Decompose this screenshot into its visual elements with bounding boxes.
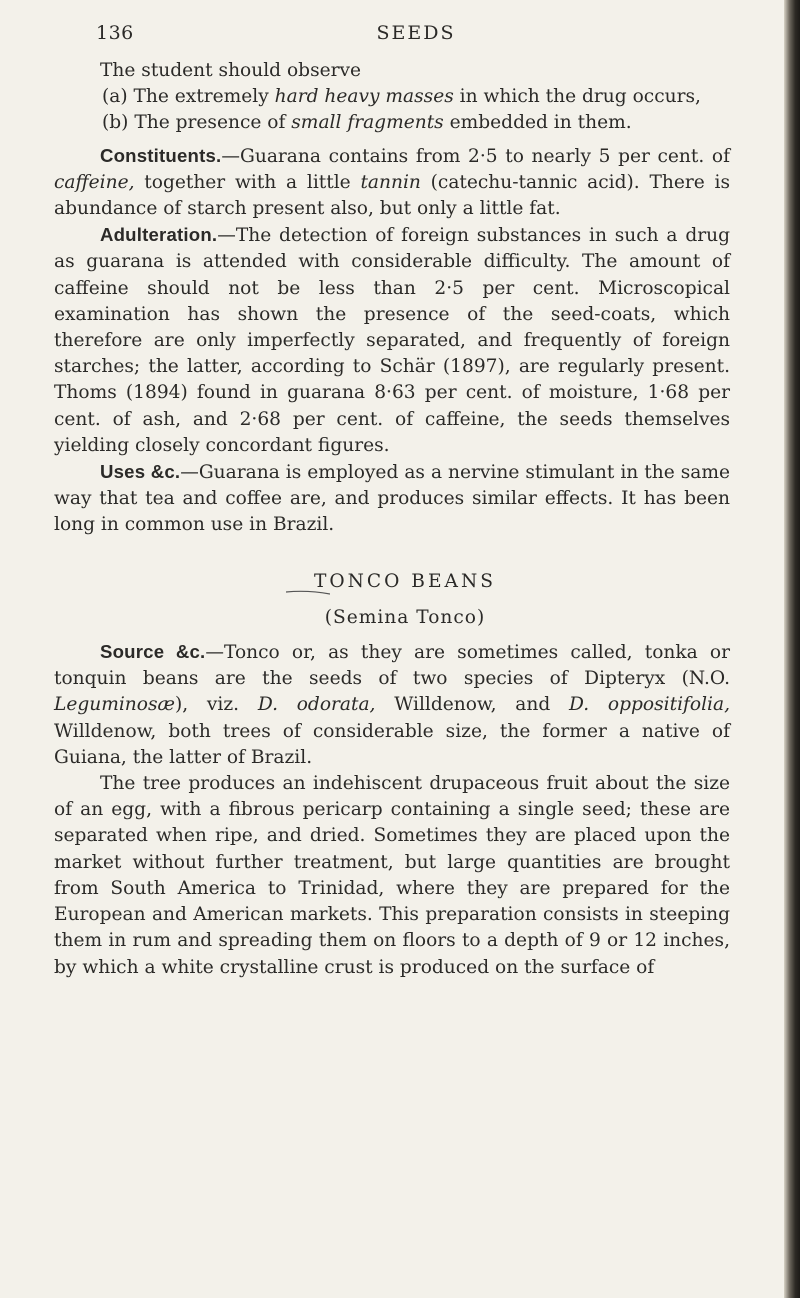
item-a-rest: in which the drug occurs, [453, 86, 701, 108]
tree-paragraph: The tree produces an indehiscent drupaceous fruit about the size of an egg, with a fibrous pericarp containing a single seed; these are separated when ripe, and dried. Sometimes they are placed upon the market without further treatment, but large quantities are brought from South America to Trinidad, where they are prepared for the European and American markets. This preparation consists in steeping them in rum and spreading them on floors to a depth of 9 or 12 inches, by which a white crystalline crust is produced on the surface of [54, 773, 730, 978]
observe-item-a [54, 84, 730, 110]
dash-mark-icon [286, 589, 330, 595]
item-b-emphasis: small fragments [291, 112, 444, 134]
source-oppositifolia: D. oppositifolia, [569, 694, 730, 716]
item-b-rest: embedded in them. [443, 112, 632, 134]
source-text-4: Willdenow, both trees of considerable size, the former a native of Guiana, the latter of Brazil. [54, 720, 730, 768]
constituents-paragraph [54, 143, 730, 223]
adulteration-paragraph [54, 222, 730, 459]
uses-text: —Guarana is employed as a nervine stimulant in the same way that tea and coffee are, and produces similar effects. It has been long in common use in Brazil. [54, 462, 730, 536]
constituents-heading: Constituents. [100, 144, 222, 166]
constituents-text-1: —Guarana contains from 2·5 to nearly 5 per cent. of [221, 145, 730, 167]
section-subtitle: (Semina Tonco) [324, 606, 486, 628]
adulteration-heading: Adulteration. [100, 224, 218, 246]
observe-intro: The student should observe [100, 60, 362, 81]
running-head [96, 22, 736, 50]
item-b-label: (b) [102, 112, 129, 134]
source-heading: Source &c. [100, 641, 206, 663]
body-text [54, 58, 730, 981]
constituents-text-3: (catechu-tannic acid). There is abundance of starch present also, but only a little fat. [54, 171, 730, 220]
item-b-text: The presence of [134, 112, 292, 134]
source-paragraph [54, 639, 730, 771]
section-title-text: TONCO BEANS [314, 570, 496, 592]
constituents-tannin: tannin [360, 171, 421, 193]
source-leguminosae: Leguminosæ [54, 694, 175, 716]
source-odorata: D. odorata, [257, 694, 376, 716]
running-title: SEEDS [376, 22, 456, 44]
page-edge-shadow [784, 0, 800, 1298]
source-text-3: Willdenow, and [375, 694, 570, 716]
item-a-text: The extremely [133, 86, 275, 108]
page-number: 136 [96, 22, 134, 44]
section-title [54, 569, 730, 595]
uses-heading: Uses &c. [100, 461, 181, 483]
adulteration-text: —The detection of foreign substances in such a drug as guarana is attended with considerable difficulty. The amount of caffeine should not be less than 2·5 per cent. Microscopical examination has shown the presence of the seed-coats, which therefore are only imperfectly separated, and frequently of foreign starches; the latter, according to Schär (1897), are regularly present. Thoms (1894) found in guarana 8·63 per cent. of moisture, 1·68 per cent. of ash, and 2·68 per cent. of caffeine, the seeds themselves yielding closely concordant figures. [54, 225, 730, 456]
item-a-emphasis: hard heavy masses [274, 86, 454, 108]
source-text-1: —Tonco or, as they are sometimes called, tonka or tonquin beans are the seeds of two species of Dipteryx (N.O. [54, 642, 730, 690]
constituents-text-2: together with a little [134, 171, 361, 193]
observe-item-b [54, 110, 730, 136]
item-a-label: (a) [102, 86, 128, 108]
source-text-2: ), viz. [175, 694, 258, 716]
constituents-caffeine: caffeine, [54, 171, 135, 193]
uses-paragraph [54, 459, 730, 539]
